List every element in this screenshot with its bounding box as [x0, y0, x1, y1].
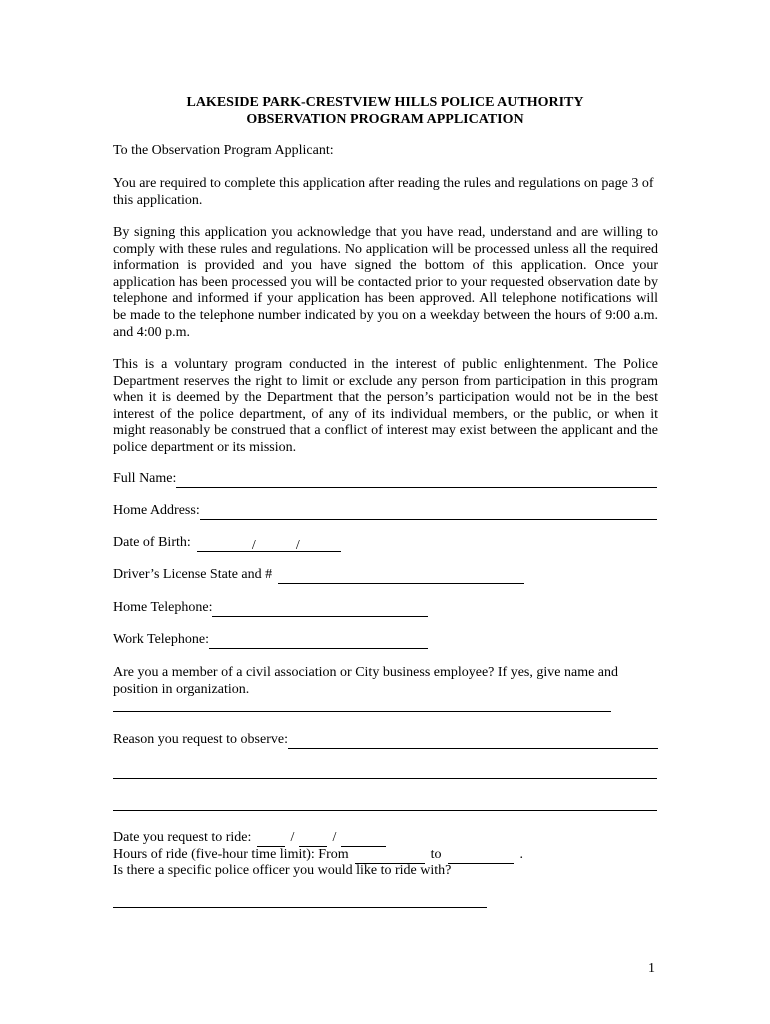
home-phone-label: Home Telephone: — [113, 600, 213, 615]
salutation: To the Observation Program Applicant: — [113, 143, 334, 158]
ride-hours-from-label: Hours of ride (five-hour time limit): From — [113, 847, 349, 862]
ride-day-field[interactable] — [299, 832, 327, 847]
license-field[interactable] — [278, 569, 524, 584]
ride-hours-period: . — [519, 847, 524, 862]
dob-separator: / — [251, 538, 256, 553]
license-label: Driver’s License State and # — [113, 567, 273, 582]
ride-hours-to-field[interactable] — [448, 849, 514, 864]
full-name-label: Full Name: — [113, 471, 177, 486]
ride-hours-to-label: to — [430, 847, 442, 862]
form-title: OBSERVATION PROGRAM APPLICATION — [246, 112, 524, 127]
reason-field[interactable] — [288, 734, 658, 749]
reason-field-line-3[interactable] — [113, 810, 657, 811]
home-phone-field[interactable] — [212, 602, 428, 617]
dob-row — [113, 534, 341, 552]
page-number: 1 — [648, 961, 655, 976]
civil-association-field[interactable] — [113, 711, 611, 712]
ride-date-row — [113, 829, 386, 847]
civil-association-question: Are you a member of a civil association or City business employee? If yes, give name and position in organization. — [113, 665, 619, 697]
work-phone-label: Work Telephone: — [113, 632, 209, 647]
home-phone-row — [113, 599, 428, 617]
authority-title: LAKESIDE PARK-CRESTVIEW HILLS POLICE AUTHORITY — [186, 95, 584, 110]
home-address-row — [113, 502, 657, 520]
work-phone-field[interactable] — [209, 634, 428, 649]
reason-row — [113, 731, 658, 749]
dob-separator: / — [295, 538, 300, 553]
dob-day-field[interactable] — [257, 537, 295, 552]
dob-label: Date of Birth: — [113, 535, 191, 550]
ride-hours-from-field[interactable] — [355, 849, 425, 864]
ride-year-field[interactable] — [341, 832, 386, 847]
dob-year-field[interactable] — [301, 537, 341, 552]
acknowledgement-paragraph: By signing this application you acknowledge that you have read, understand and are willing to comply with these rules and regulations. No application will be processed unless all the required information is provided and you have signed the bottom of this application. Once your application has been processed you will be contacted prior to your requested observation date by telephone and informed if your application has been approved. All telephone notifications will be made to the telephone number indicated by you on a weekday between the hours of 9:00 a.m. and 4:00 p.m. — [113, 225, 658, 340]
full-name-field[interactable] — [176, 473, 657, 488]
license-row — [113, 566, 524, 584]
program-policy-paragraph: This is a voluntary program conducted in the interest of public enlightenment. The Police Department reserves the right to limit or exclude any person from participation in this program when it is deemed by the Department that the person’s participation would not be in the best interest of the police department, of any of its individual members, or the public, or when it might reasonably be construed that a conflict of interest may exist between the applicant and the police department or its mission. — [113, 357, 658, 455]
full-name-row — [113, 470, 657, 488]
ride-date-separator: / — [332, 830, 337, 845]
work-phone-row — [113, 631, 428, 649]
home-address-label: Home Address: — [113, 503, 200, 518]
home-address-field[interactable] — [200, 505, 657, 520]
officer-field[interactable] — [113, 907, 487, 908]
ride-hours-row — [113, 846, 523, 864]
ride-month-field[interactable] — [257, 832, 285, 847]
reason-label: Reason you request to observe: — [113, 732, 288, 747]
dob-month-field[interactable] — [197, 537, 251, 552]
instructions-paragraph: You are required to complete this application after reading the rules and regulations on page 3 of this application. — [113, 176, 654, 208]
ride-date-label: Date you request to ride: — [113, 830, 252, 845]
ride-date-separator: / — [290, 830, 295, 845]
officer-question: Is there a specific police officer you would like to ride with? — [113, 863, 452, 878]
reason-field-line-2[interactable] — [113, 778, 657, 779]
